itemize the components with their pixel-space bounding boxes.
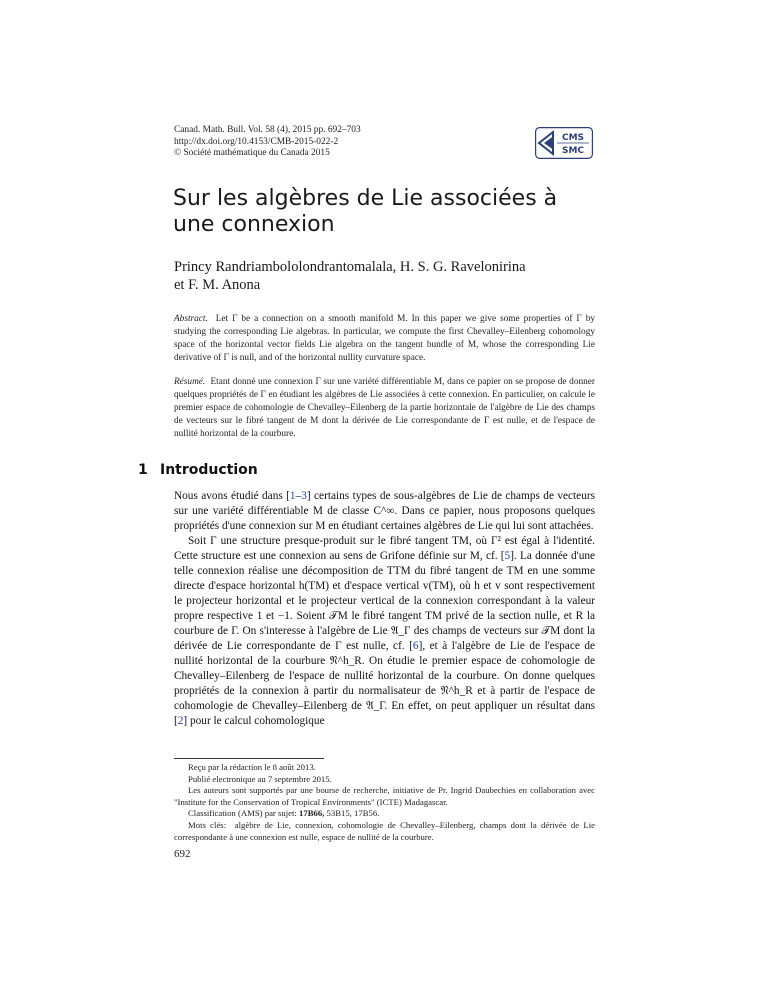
citation-link[interactable]: 2 [177,715,184,727]
footnote-ams [174,808,595,820]
resume [174,376,595,441]
resume-text: Etant donné une connexion Γ sur une variété différentiable M, dans ce papier on se propose de donner quelques propriétés de Γ en étudiant les algèbres de Lie associées à cette connexion. En particulier, on calcule le premier espace de cohomologie de Chevalley–Eilenberg de la partie horizontale de l'algèbre de Lie des champs de vecteurs sur le fibré tangent de M dont la dérivée de Lie correspondante de Γ est nulle, et de l'espace de nullité horizontal de la courbure. [174,377,595,439]
copyright: © Société mathématique du Canada 2015 [174,148,330,159]
text-run: Nous avons étudié dans [ [174,490,290,502]
section-number: 1 [138,462,148,478]
text-run: ] certains types de sous-algèbres de Lie de champs de vecteurs sur une variété différentiable M de classe C^∞. Dans ce papier, nous proposons quelques propriétés d'une connexion sur M en étudiant certaines algèbres de Lie qui lui sont attachées. [174,490,596,532]
logo-text-top: CMS [561,133,585,143]
keywords-label: Mots clés: [188,819,227,830]
section-title: Introduction [160,462,258,478]
doi-link[interactable]: http://dx.doi.org/10.4153/CMB-2015-022-2 [174,136,339,147]
text-run: Soit Γ une structure presque-produit sur le fibré tangent TM, où Γ² est égal à l'identité. Cette structure est une connexion au sens de Grifone définie sur M, cf. [ [174,535,595,562]
footnote-published: Publié electronique au 7 septembre 2015. [188,773,332,784]
journal-header [174,125,361,160]
text-run: ], et à l'algèbre de Lie de l'espace de nullité horizontal de la courbure 𝔑^h_R. On étudie le premier espace de cohomologie de Chevalley–Eilenberg de l'espace de nullité horizontal de la courbure. On donne quelques propriétés de la connexion à partir du normalisateur de 𝔑^h_R et à partir de l'espace de cohomologie de Chevalley–Eilenberg de 𝔄_Γ. En effet, on peut appliquer un résultat dans [ [174,640,596,727]
text-run: ] pour le calcul cohomologique [183,715,325,727]
citation-link[interactable]: 3 [301,490,307,502]
abstract-text: Let Γ be a connection on a smooth manifold M. In this paper we give some properties of Γ by studying the corresponding Lie algebras. In particular, we compute the first Chevalley–Eilenberg cohomology space of the horizontal vector fields Lie algebra on the tangent bundle of M, whose the corresponding Lie derivative of Γ is null, and of the horizontal nullity curvature space. [174,314,596,363]
keywords-text: algèbre de Lie, connexion, cohomologie de Chevalley–Eilenberg, champs dont la dérivée de Lie correspondante à une connexion est nulle, espace de nullité de la courbure. [174,819,595,842]
ams-label: Classification (AMS) par sujet: [188,808,297,819]
footnote-keywords [174,820,595,843]
logo-text-bottom: SMC [561,146,585,156]
paragraph-1 [174,489,595,534]
paragraph-2 [174,534,595,729]
section-heading [138,462,258,478]
footnote-received: Reçu par la rédaction le 8 août 2013. [188,762,316,772]
footnotes [174,762,595,843]
resume-label: Résumé. [174,377,206,387]
journal-citation: Canad. Math. Bull. Vol. 58 (4), 2015 pp. 692–703 [174,125,361,135]
text-run: – [295,490,302,502]
abstract-label: Abstract. [174,314,208,324]
body-text [174,489,595,729]
text-run: ]. La donnée d'une telle connexion réalise une décomposition de TTM du fibré tangent de TM en une somme directe d'espace horizontal h(TM) et d'espace vertical v(TM), où h et v sont respectivement le projecteur horizontal et le projecteur vertical de la connexion correspondant à la valeur propre respective 1 et −1. Soient 𝒯M le fibré tangent TM privé de la section nulle, et R la courbure de Γ. On s'interesse à l'algèbre de Lie 𝔄_Γ des champs de vecteurs sur 𝒯M dont la dérivée de Lie correspondante de Γ est nulle, cf. [ [174,550,596,652]
footnote-rule [174,758,324,759]
ams-primary: 17B66, [299,808,325,819]
authors [174,258,594,294]
page-number: 692 [174,848,191,860]
cms-smc-logo-icon [535,127,593,159]
abstract [174,313,595,365]
citation-link[interactable]: 5 [504,550,511,562]
authors-line-1: Princy Randriambololondrantomalala, H. S. G. Ravelonirina [174,259,526,275]
citation-link[interactable]: 1 [289,490,296,502]
citation-link[interactable]: 6 [412,640,419,652]
ams-secondary: 53B15, 17B56. [326,808,380,819]
authors-line-2: et F. M. Anona [174,277,261,293]
paper-title: Sur les algèbres de Lie associées à une connexion [173,186,558,237]
footnote-support: Les auteurs sont supportés par une bourse de recherche, initiative de Pr. Ingrid Daubechies en collaboration avec "Institute for the Conservation of Tropical Environments" (ICTE) Madagascar. [174,785,595,807]
